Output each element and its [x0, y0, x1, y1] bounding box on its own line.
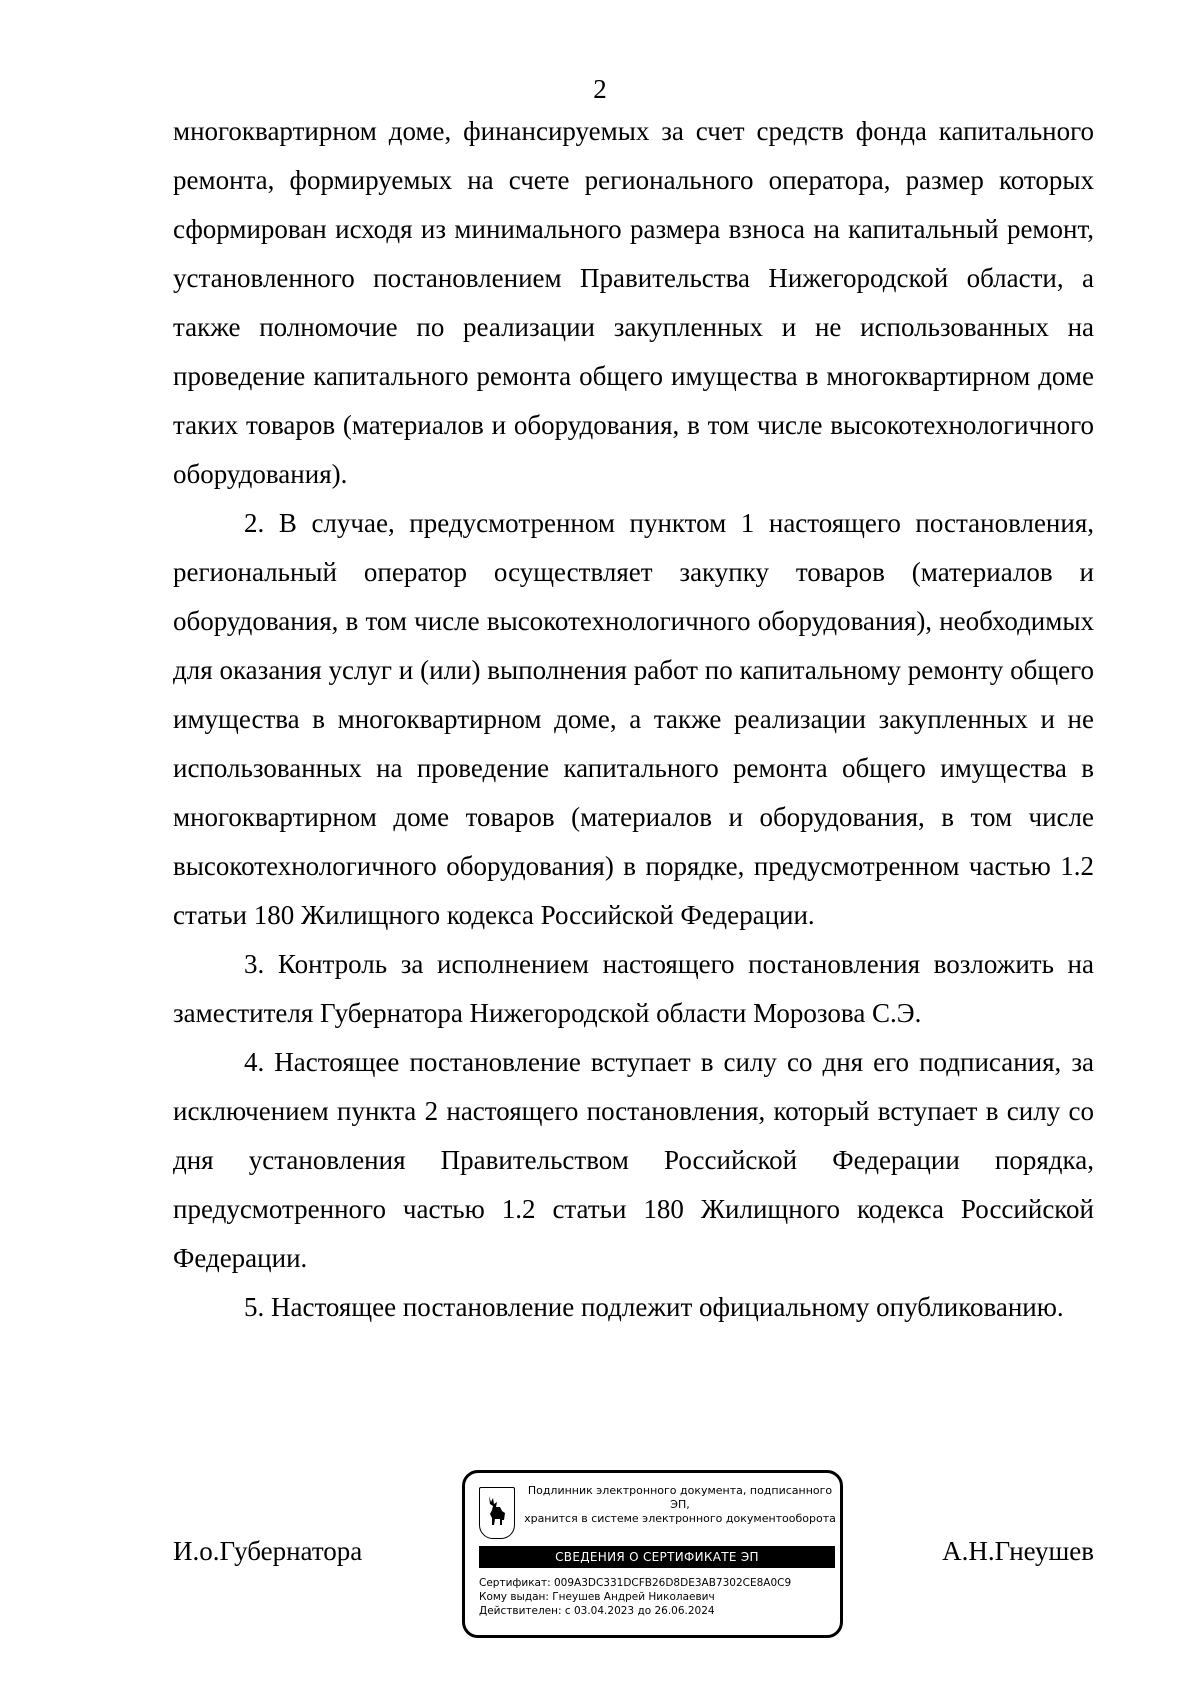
electronic-signature-stamp — [462, 1470, 843, 1638]
stamp-title-bar: СВЕДЕНИЯ О СЕРТИФИКАТЕ ЭП — [479, 1546, 835, 1568]
signatory-position: И.о.Губернатора — [173, 1536, 363, 1566]
stamp-header: Подлинник электронного документа, подписанного ЭП, хранится в системе электронного документооборота — [524, 1484, 836, 1525]
paragraph: 3. Контроль за исполнением настоящего постановления возложить на заместителя Губернатора Нижегородской области Морозова С.Э. — [173, 949, 1094, 1028]
certificate-info — [479, 1576, 791, 1618]
paragraph: 2. В случае, предусмотренном пунктом 1 настоящего постановления, региональный оператор осуществляет закупку товаров (материалов и оборудования, в том числе высокотехнологичного оборудования), необходимых для оказания услуг и (или) выполнения работ по капитальному ремонту общего имущества в многоквартирном доме, а также реализации закупленных и не использованных на проведение капитального ремонта общего имущества в многоквартирном доме товаров (материалов и оборудования, в том числе высокотехнологичного оборудования) в порядке, предусмотренном частью 1.2 статьи 180 Жилищного кодекса Российской Федерации. — [173, 508, 1094, 930]
paragraph: 5. Настоящее постановление подлежит официальному опубликованию. — [244, 1292, 1064, 1322]
paragraph: 4. Настоящее постановление вступает в силу со дня его подписания, за исключением пункта 2 настоящего постановления, который вступает в силу со дня установления Правительством Российской Федерации порядка, предусмотренного частью 1.2 статьи 180 Жилищного кодекса Российской Федерации. — [173, 1047, 1094, 1273]
certificate-number: Сертификат: 009A3DC331DCFB26D8DE3AB7302CE8A0C9 — [479, 1577, 792, 1589]
paragraph: многоквартирном доме, финансируемых за счет средств фонда капитального ремонта, формируемых на счете регионального оператора, размер которых сформирован исходя из минимального размера взноса на капитальный ремонт, установленного постановлением Правительства Нижегородской области, а также полномочие по реализации закупленных и не использованных на проведение капитального ремонта общего имущества в многоквартирном доме таких товаров (материалов и оборудования, в том числе высокотехнологичного оборудования). — [173, 116, 1094, 489]
signatory-name: А.Н.Гнеушев — [942, 1536, 1094, 1566]
deer-emblem-icon — [479, 1487, 515, 1539]
document-body — [173, 107, 1094, 1332]
certificate-validity: Действителен: с 03.04.2023 до 26.06.2024 — [479, 1605, 715, 1617]
certificate-owner: Кому выдан: Гнеушев Андрей Николаевич — [479, 1591, 715, 1603]
page-number: 2 — [593, 74, 607, 104]
